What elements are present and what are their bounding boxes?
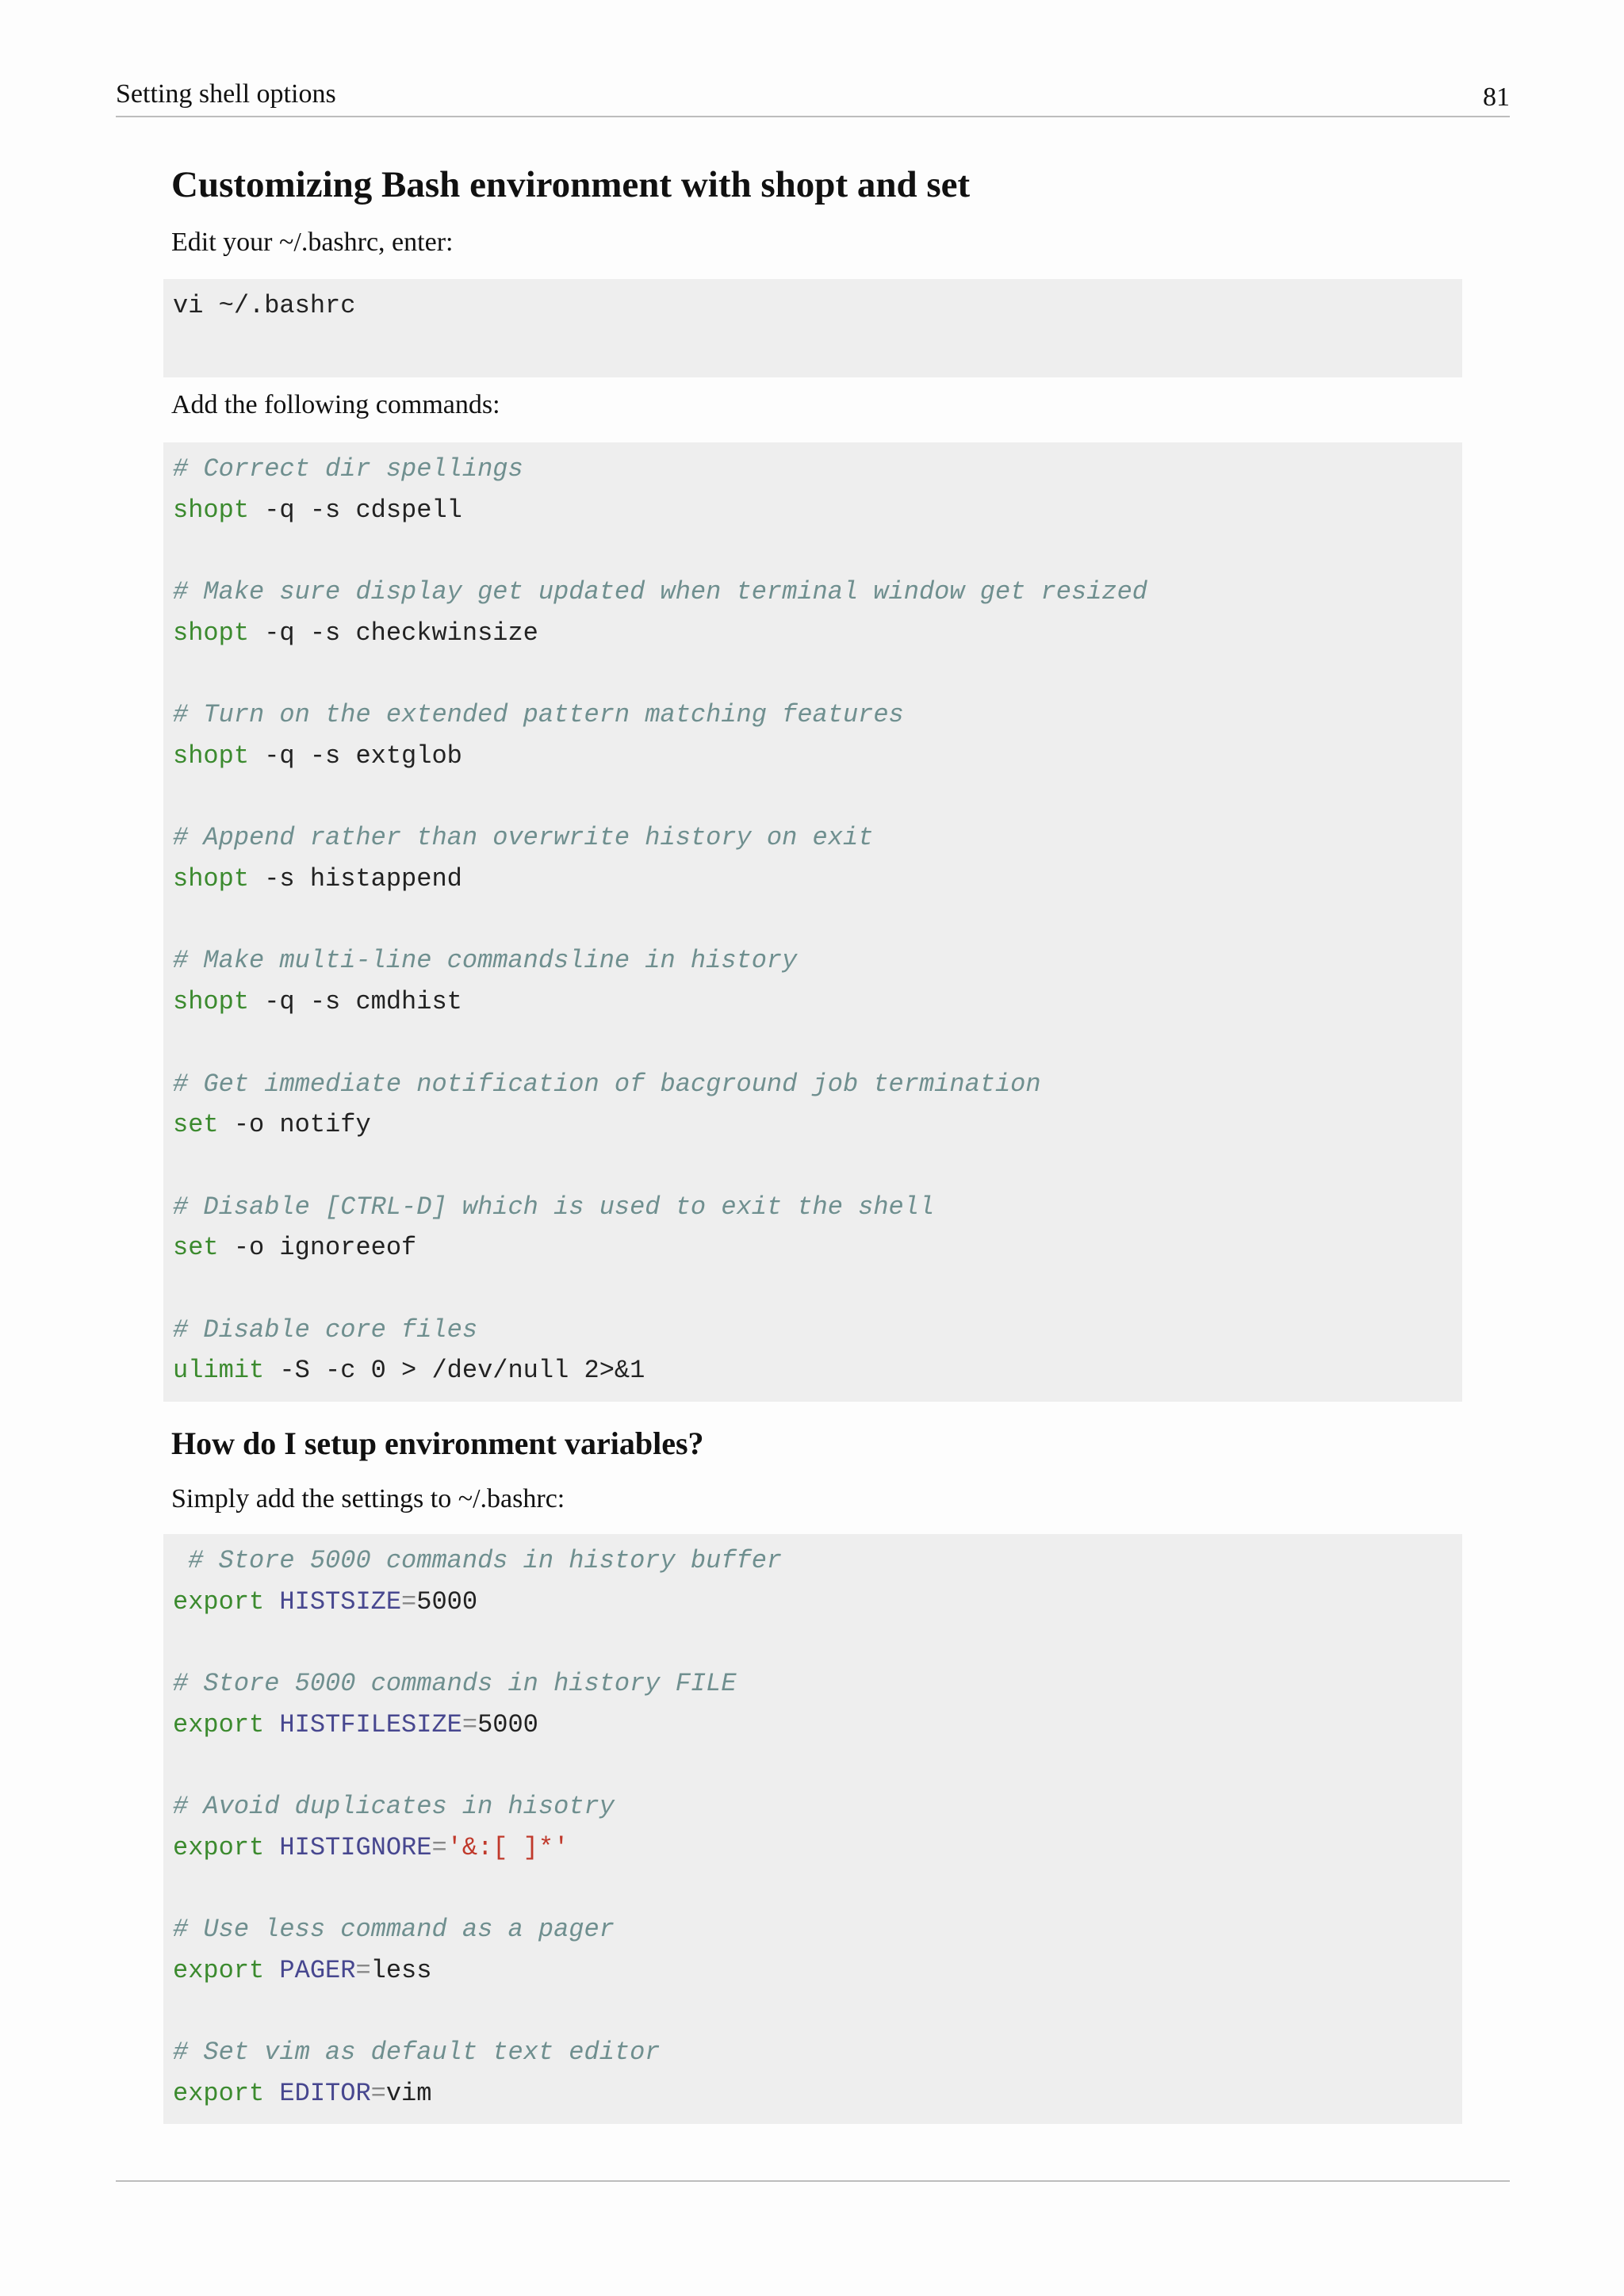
code-keyword: export	[173, 1709, 265, 1739]
code-listing	[173, 449, 1462, 1391]
code-value: 5000	[477, 1709, 538, 1739]
code-keyword: shopt	[173, 740, 250, 771]
code-args: -o notify	[218, 1110, 371, 1140]
code-variable: PAGER	[279, 1956, 356, 1986]
code-value: vim	[385, 2079, 432, 2109]
code-operator: =	[431, 1832, 447, 1862]
code-variable: HISTIGNORE	[279, 1832, 432, 1862]
code-keyword: shopt	[173, 987, 250, 1017]
code-operator: =	[355, 1956, 371, 1986]
code-comment: # Set vim as default text editor	[173, 2038, 661, 2068]
code-comment: # Correct dir spellings	[173, 454, 523, 484]
code-args: -s histappend	[249, 864, 462, 894]
code-keyword: export	[173, 1586, 265, 1617]
code-keyword: set	[173, 1233, 219, 1263]
code-args: -q -s extglob	[249, 740, 462, 771]
code-comment: # Store 5000 commands in history FILE	[173, 1669, 737, 1699]
code-comment: # Turn on the extended pattern matching features	[173, 700, 904, 730]
code-comment: # Disable [CTRL-D] which is used to exit the shell	[173, 1192, 935, 1222]
code-comment: # Make sure display get updated when terminal window get resized	[173, 577, 1147, 607]
page-header	[116, 76, 1510, 117]
subsection-intro-paragraph: Simply add the settings to ~/.bashrc:	[171, 1484, 565, 1513]
code-args: -q -s cmdhist	[249, 987, 462, 1017]
code-comment: # Store 5000 commands in history buffer	[173, 1546, 783, 1575]
code-comment: # Disable core files	[173, 1314, 478, 1345]
code-comment: # Append rather than overwrite history on exit	[173, 823, 874, 853]
page-number: 81	[1483, 82, 1510, 112]
code-comment: # Use less command as a pager	[173, 1915, 615, 1945]
code-variable: EDITOR	[279, 2079, 371, 2109]
code-operator: =	[401, 1586, 417, 1617]
code-keyword: export	[173, 1956, 265, 1986]
code-keyword: ulimit	[173, 1356, 265, 1386]
running-title: Setting shell options	[116, 79, 336, 109]
code-variable: HISTSIZE	[279, 1586, 402, 1617]
code-value: less	[370, 1956, 432, 1986]
code-args: -S -c 0 > /dev/null 2>&1	[264, 1356, 645, 1386]
code-keyword: shopt	[173, 495, 250, 525]
code-block-env-vars	[163, 1534, 1462, 2124]
code-text: vi ~/.bashrc	[173, 291, 356, 320]
code-value: 5000	[416, 1586, 478, 1617]
code-keyword: export	[173, 2079, 265, 2109]
section-title: Customizing Bash environment with shopt and set	[171, 164, 971, 205]
code-operator: =	[370, 2079, 386, 2109]
code-comment: # Get immediate notification of bacground job termination	[173, 1069, 1041, 1099]
code-operator: =	[462, 1709, 478, 1739]
footer-rule	[116, 2180, 1510, 2182]
code-args: -o ignoreeof	[218, 1233, 417, 1263]
code-keyword: set	[173, 1110, 219, 1140]
subsection-title: How do I setup environment variables?	[171, 1425, 704, 1461]
code-args: -q -s cdspell	[249, 495, 462, 525]
code-string: '&:[ ]*'	[446, 1832, 569, 1862]
code-args: -q -s checkwinsize	[249, 618, 538, 648]
add-commands-paragraph: Add the following commands:	[171, 390, 500, 419]
code-listing	[173, 1540, 1462, 2114]
code-line	[173, 285, 1462, 327]
code-keyword: shopt	[173, 618, 250, 648]
intro-paragraph: Edit your ~/.bashrc, enter:	[171, 228, 454, 257]
code-block-shopt-set	[163, 442, 1462, 1402]
code-keyword: shopt	[173, 864, 250, 894]
code-variable: HISTFILESIZE	[279, 1709, 462, 1739]
code-comment: # Avoid duplicates in hisotry	[173, 1792, 615, 1822]
code-comment: # Make multi-line commandsline in history	[173, 946, 798, 976]
code-keyword: export	[173, 1832, 265, 1862]
code-block-edit-bashrc	[163, 279, 1462, 377]
